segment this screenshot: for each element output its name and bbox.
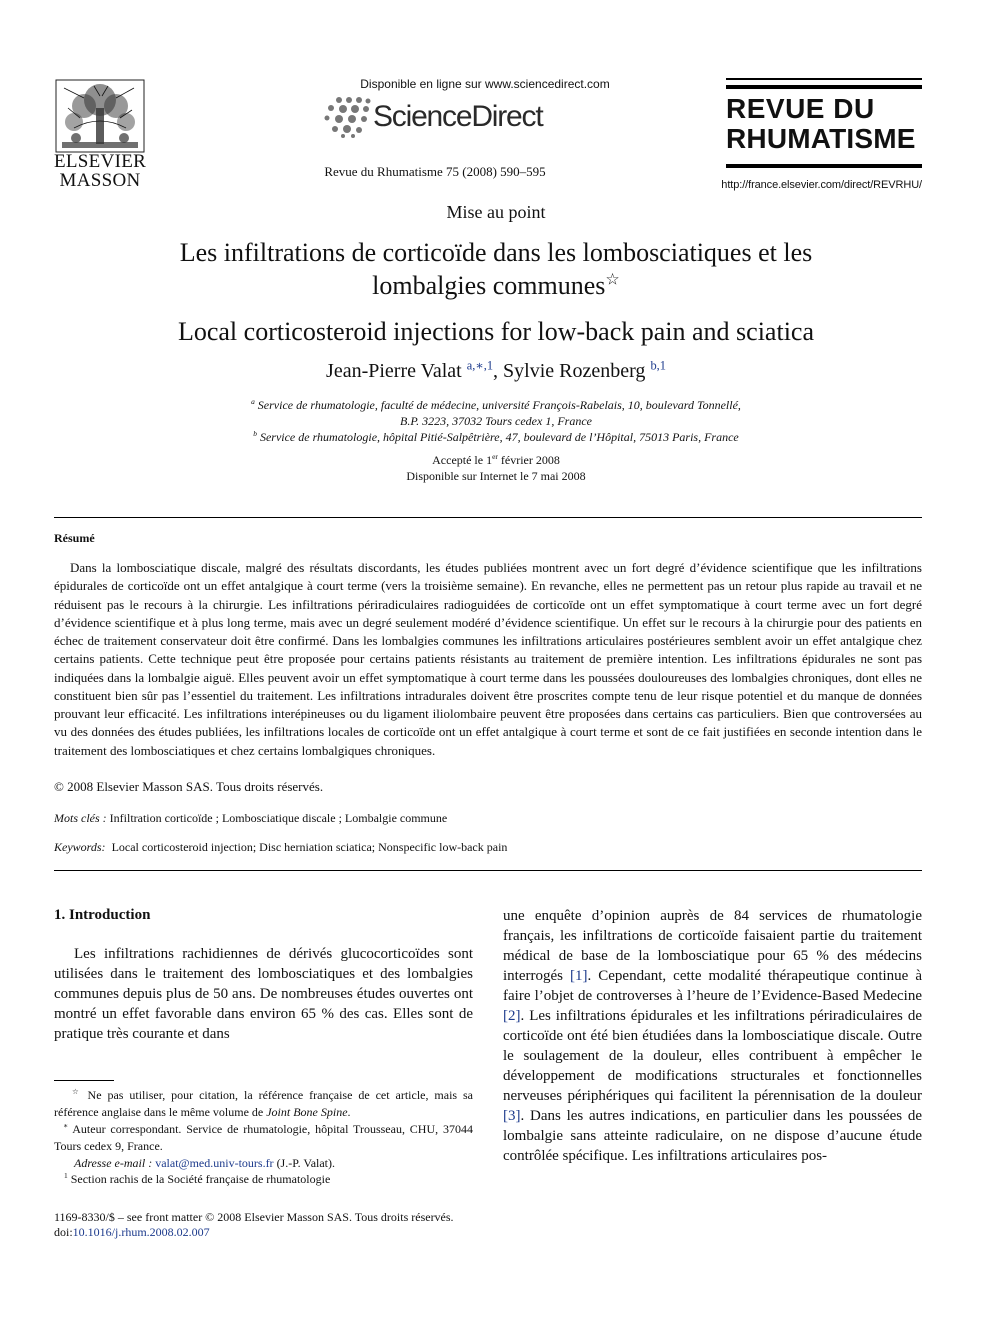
online-date: Disponible sur Internet le 7 mai 2008 (406, 469, 586, 483)
french-keywords-label: Mots clés : (54, 811, 107, 825)
journal-reference: Revue du Rhumatisme 75 (2008) 590–595 (324, 164, 546, 179)
author-name: Jean-Pierre Valat (326, 360, 462, 382)
abstract-body: Dans la lombosciatique discale, malgré des résultats discordants, les études publiées montrent avec un fort degré d’évidence scientifique que les infiltrations épidurales de corticoïde ont un effet antalgique à court terme (vers la troisième semaine). En revanche, elles ne permettent pas un retour plus rapide au travail et ne réduisent pas le recours à la chirurgie. Les infiltrations périradiculaires radioguidées de corticoïde ont un effet symptomatique à court terme avec un fort degré d’évidence scientifique et à plus long terme, mais avec un degré seulement modéré d’évidence scientifique. Un effet sur le recours à la chirurgie pour des patients en échec de traitement conservateur doit être confirmé. Dans les lombalgies communes les infiltrations articulaires postérieures semblent avoir un effet antalgique chez certains patients. Cette technique peut être proposée pour certains patients résistants au traitement de première intention. Les infiltrations épidurales ne sont pas indiquées dans la lombalgie aiguë. Elles peuvent avoir un effet symptomatique à court terme dans les poussées douloureuses des lombalgies chroniques, dont elles ne constituent bien sûr pas l’essentiel du traitement. Les infiltrations intradurales doivent être proscrites compte tenu de leur risque potentiel et du manque de données prouvant leur efficacité. Les infiltrations interépineuses ou du ligament iliolombaire peuvent être proposées dans certains cas particuliers. Bien que controversées au vu des données des études publiées, les infiltrations locales de corticoïde ont un effet antalgique à court terme et sont de ce fait justifiées en seconde intention dans le traitement des lombosciatiques et chez certains lombalgiques chroniques. (54, 560, 922, 758)
intro-text: . Cependant, cette modalité thérapeutique continue à faire l’objet de controverses à l’heure de l’Evidence-Based Medecine (503, 968, 922, 1004)
publisher-name-line2: MASSON (59, 170, 141, 191)
publisher-logo (54, 78, 146, 198)
doi-link[interactable]: 10.1016/j.rhum.2008.02.007 (72, 1225, 210, 1239)
affiliation-b (0, 429, 992, 445)
author-separator: , (493, 360, 504, 382)
english-keywords-value: Local corticosteroid injection; Disc herniation sciatica; Nonspecific low-back pain (111, 840, 508, 854)
citation-link[interactable]: [1] (570, 968, 588, 984)
author-affiliation-marks[interactable]: a,∗,1 (466, 358, 494, 373)
sciencedirect-dots-icon (323, 96, 375, 138)
divider (54, 870, 922, 871)
doi-label: doi: (54, 1225, 73, 1239)
available-online-text: Disponible en ligne sur www.sciencedirect.com (360, 77, 610, 91)
masthead-rule-mid (726, 85, 922, 89)
title-english: Local corticosteroid injections for low-back pain and sciatica (177, 317, 815, 346)
title-french-line2 (0, 269, 992, 303)
affiliation-mark: b (253, 429, 257, 438)
sciencedirect-name: ScienceDirect (373, 100, 543, 133)
footnote-mark: 1 (64, 1171, 68, 1180)
footnote-text: . (347, 1105, 351, 1119)
accepted-suffix: février 2008 (497, 453, 560, 467)
footnote-star (54, 1087, 473, 1121)
intro-text: . Dans les autres indications, en particulier dans les poussées de lombalgie sans atteinte radiculaire, on ne dispose d’aucune étude contrôlée spécifique. Les infiltrations articulaires pos- (503, 1108, 922, 1164)
affiliation-b-line1: Service de rhumatologie, hôpital Pitié-Salpêtrière, 47, boulevard de l’Hôpital, 75013 Paris, France (259, 430, 739, 444)
footnote-text: Section rachis de la Société française de rhumatologie (67, 1172, 331, 1186)
citation-link[interactable]: [2] (503, 1008, 521, 1024)
masthead-rule-top (726, 78, 922, 80)
affiliation-a (0, 397, 992, 413)
footnote-rule (54, 1080, 114, 1081)
footnote-corresponding-author (54, 1121, 473, 1155)
intro-paragraph-right (503, 906, 922, 1166)
title-french-line1: Les infiltrations de corticoïde dans les lombosciatiques et les (179, 238, 813, 267)
footnote-text: Ne pas utiliser, pour citation, la référence française de cet article, mais sa référence anglaise dans le même volume de (54, 1088, 474, 1119)
french-keywords (54, 811, 447, 826)
doi-line (54, 1225, 210, 1240)
email-label: Adresse e-mail : (74, 1156, 153, 1170)
sciencedirect-logo[interactable] (323, 96, 553, 138)
email-link[interactable]: valat@med.univ-tours.fr (155, 1156, 274, 1170)
footnote-text: Auteur correspondant. Service de rhumatologie, hôpital Trousseau, CHU, 37044 Tours cedex 9, France. (54, 1122, 473, 1153)
accepted-prefix: Accepté le 1 (432, 453, 493, 467)
footnote-one (54, 1171, 483, 1188)
affiliation-a-line1: Service de rhumatologie, faculté de médecine, université François-Rabelais, 10, boulevard Tonnellé, (257, 398, 741, 412)
footnote-email (54, 1155, 493, 1172)
citation-link[interactable]: [3] (503, 1108, 521, 1124)
french-keywords-value: Infiltration corticoïde ; Lombosciatique discale ; Lombalgie commune (109, 811, 448, 825)
affiliation-mark: a (251, 397, 255, 406)
article-type: Mise au point (446, 202, 546, 222)
author-name: Sylvie Rozenberg (503, 360, 646, 382)
intro-text: une enquête d’opinion auprès de 84 services de rhumatologie français, les infiltrations de corticoïde faisaient partie du traitement médical de base de la lombosciatique pour 65 % des médecins interrogés (503, 908, 922, 984)
affiliation-a-line2: B.P. 3223, 37032 Tours cedex 1, France (400, 414, 592, 428)
footnote-mark: ☆ (72, 1087, 82, 1096)
english-keywords (54, 840, 507, 855)
intro-text: . Les infiltrations épidurales et les infiltrations périradiculaires de corticoïde ont été bien étudiées dans la lombosciatique discale. Outre le soulagement de la douleur, elles contribuent à empêcher le développement de modifications structurales et fonctionnelles nerveuses périphériques qui facilitent la pérennisation de la douleur (503, 1008, 922, 1104)
footnote-journal: Joint Bone Spine (266, 1105, 348, 1119)
english-keywords-label: Keywords: (54, 840, 106, 854)
masthead-rule-bottom (726, 164, 922, 168)
abstract-heading: Résumé (54, 531, 95, 545)
section-heading-introduction: 1. Introduction (54, 907, 151, 923)
abstract-copyright: © 2008 Elsevier Masson SAS. Tous droits réservés. (54, 779, 324, 794)
author-affiliation-marks[interactable]: b,1 (650, 358, 666, 373)
elsevier-tree-icon (54, 78, 146, 154)
accepted-date (0, 453, 992, 468)
journal-name-line2: RHUMATISME (726, 123, 916, 154)
journal-name-line1: REVUE DU (726, 93, 875, 124)
author-list (0, 360, 992, 383)
accepted-sup: er (492, 452, 498, 461)
email-suffix: (J.-P. Valat). (273, 1156, 336, 1170)
publisher-name-line1: ELSEVIER (54, 151, 147, 172)
footnote-mark: ∗ (63, 1121, 69, 1130)
intro-paragraph-left: Les infiltrations rachidiennes de dérivés glucocorticoïdes sont utilisées dans le traitement des lombosciatiques et des lombalgies communes depuis plus de 50 ans. De nombreuses études ouvertes ont montré un effet favorable dans environ 65 % des cas. Elles sont de pratique très courante et dans (54, 946, 473, 1042)
divider (54, 517, 922, 518)
journal-url-link[interactable]: http://france.elsevier.com/direct/REVRHU/ (721, 179, 922, 191)
title-french-line2-text: lombalgies communes (372, 271, 606, 300)
title-footnote-mark[interactable]: ☆ (605, 271, 620, 289)
issn-line: 1169-8330/$ – see front matter © 2008 Elsevier Masson SAS. Tous droits réservés. (54, 1210, 454, 1224)
